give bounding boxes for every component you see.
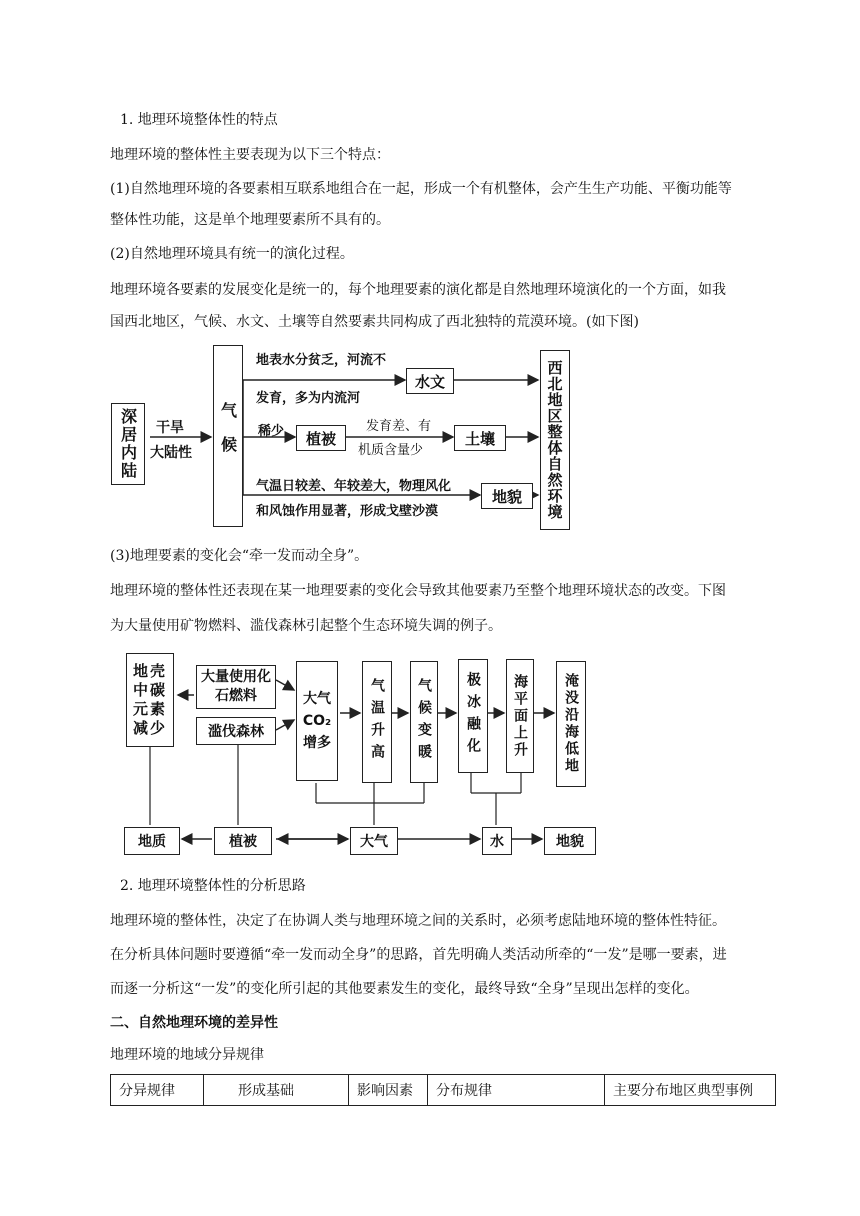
- point1-line1: (1)自然地理环境的各要素相互联系地组合在一起，形成一个有机整体，会产生生产功能、平衡功能等: [110, 181, 732, 197]
- point3: (3)地理要素的变化会“牵一发而动全身”。: [110, 548, 369, 564]
- figure-northwest-environment: [108, 345, 570, 530]
- table-header-cell: 分异规律: [111, 1075, 204, 1106]
- water-box: 水: [482, 827, 512, 855]
- climate-box: 气候: [213, 345, 243, 527]
- arrow-label-dry: 干旱: [156, 420, 184, 436]
- soil-box: 土壤: [454, 425, 506, 451]
- table-header-row: [111, 1075, 776, 1106]
- section2-line2: 在分析具体问题时要遵循“牵一发而动全身”的思路，首先明确人类活动所牵的“一发”是哪一要素，进: [110, 947, 727, 963]
- point2: (2)自然地理环境具有统一的演化过程。: [110, 246, 354, 262]
- warming-box: 气候变暖: [410, 661, 438, 783]
- heading-1: 1. 地理环境整体性的特点: [120, 112, 278, 128]
- flood-coast-box: 淹没沿海低地: [556, 661, 586, 787]
- vegetation-box-2: 植被: [214, 827, 272, 855]
- deep-inland-box: 深居内陆: [111, 403, 145, 485]
- point1-line2: 整体性功能，这是单个地理要素所不具有的。: [110, 212, 390, 228]
- fossil-fuel-box: 大量使用化石燃料: [196, 665, 276, 709]
- differentiation-table: [110, 1074, 776, 1106]
- row2-text2a: 发育差、有: [366, 419, 432, 434]
- deforestation-box: 滥伐森林: [196, 717, 276, 745]
- section2-line3: 而逐一分析这“一发”的变化所引起的其他要素发生的变化，最终导致“全身”呈现出怎样的变化。: [110, 981, 699, 997]
- crust-carbon-box: 地壳中碳元素减少: [126, 653, 174, 747]
- table-header-cell: 形成基础: [204, 1075, 349, 1106]
- subheading-regional-differentiation: 地理环境的地域分异规律: [110, 1047, 264, 1063]
- arrow-label-continental: 大陆性: [150, 445, 192, 461]
- row1-text2: 发育，多为内流河: [256, 391, 361, 406]
- row2-text: 稀少: [258, 424, 285, 439]
- section2-line1: 地理环境的整体性，决定了在协调人类与地理环境之间的关系时，必须考虑陆地环境的整体性特征。: [110, 913, 726, 929]
- point2-body-line2: 国西北地区，气候、水文、土壤等自然要素共同构成了西北独特的荒漠环境。(如下图): [110, 314, 639, 330]
- row2-text2b: 机质含量少: [358, 443, 424, 458]
- northwest-environment-box: 西北地区整体自然环境: [540, 350, 570, 530]
- point3-body-line1: 地理环境的整体性还表现在某一地理要素的变化会导致其他要素乃至整个地理环境状态的改变。下图: [110, 583, 726, 599]
- sea-level-box: 海平面上升: [506, 659, 534, 773]
- table-header-cell: 主要分布地区典型事例: [605, 1075, 776, 1106]
- point2-body-line1: 地理环境各要素的发展变化是统一的，每个地理要素的演化都是自然地理环境演化的一个方面，如我: [110, 282, 726, 298]
- intro-text: 地理环境的整体性主要表现为以下三个特点：: [110, 147, 390, 163]
- hydrology-box: 水文: [406, 368, 454, 394]
- geology-box: 地质: [124, 827, 180, 855]
- vegetation-box: 植被: [296, 425, 346, 451]
- table-header-cell: 影响因素: [349, 1075, 428, 1106]
- ice-melt-box: 极冰融化: [458, 659, 488, 773]
- co2-box: 大气CO₂增多: [296, 661, 338, 781]
- landform-box-2: 地貌: [544, 827, 596, 855]
- atmosphere-box: 大气: [350, 827, 398, 855]
- landform-box: 地貌: [481, 483, 533, 509]
- row3-text1: 气温日较差、年较差大，物理风化: [256, 479, 452, 494]
- heading-2: 2. 地理环境整体性的分析思路: [120, 878, 306, 894]
- row3-text2: 和风蚀作用显著，形成戈壁沙漠: [256, 504, 439, 519]
- row1-text1: 地表水分贫乏，河流不: [256, 353, 387, 368]
- heading-section-two: 二、自然地理环境的差异性: [110, 1015, 278, 1031]
- temperature-box: 气温升高: [362, 661, 392, 783]
- point3-body-line2: 为大量使用矿物燃料、滥伐森林引起整个生态环境失调的例子。: [110, 618, 502, 634]
- figure-ecosystem-imbalance: [108, 645, 584, 861]
- table-header-cell: 分布规律: [428, 1075, 605, 1106]
